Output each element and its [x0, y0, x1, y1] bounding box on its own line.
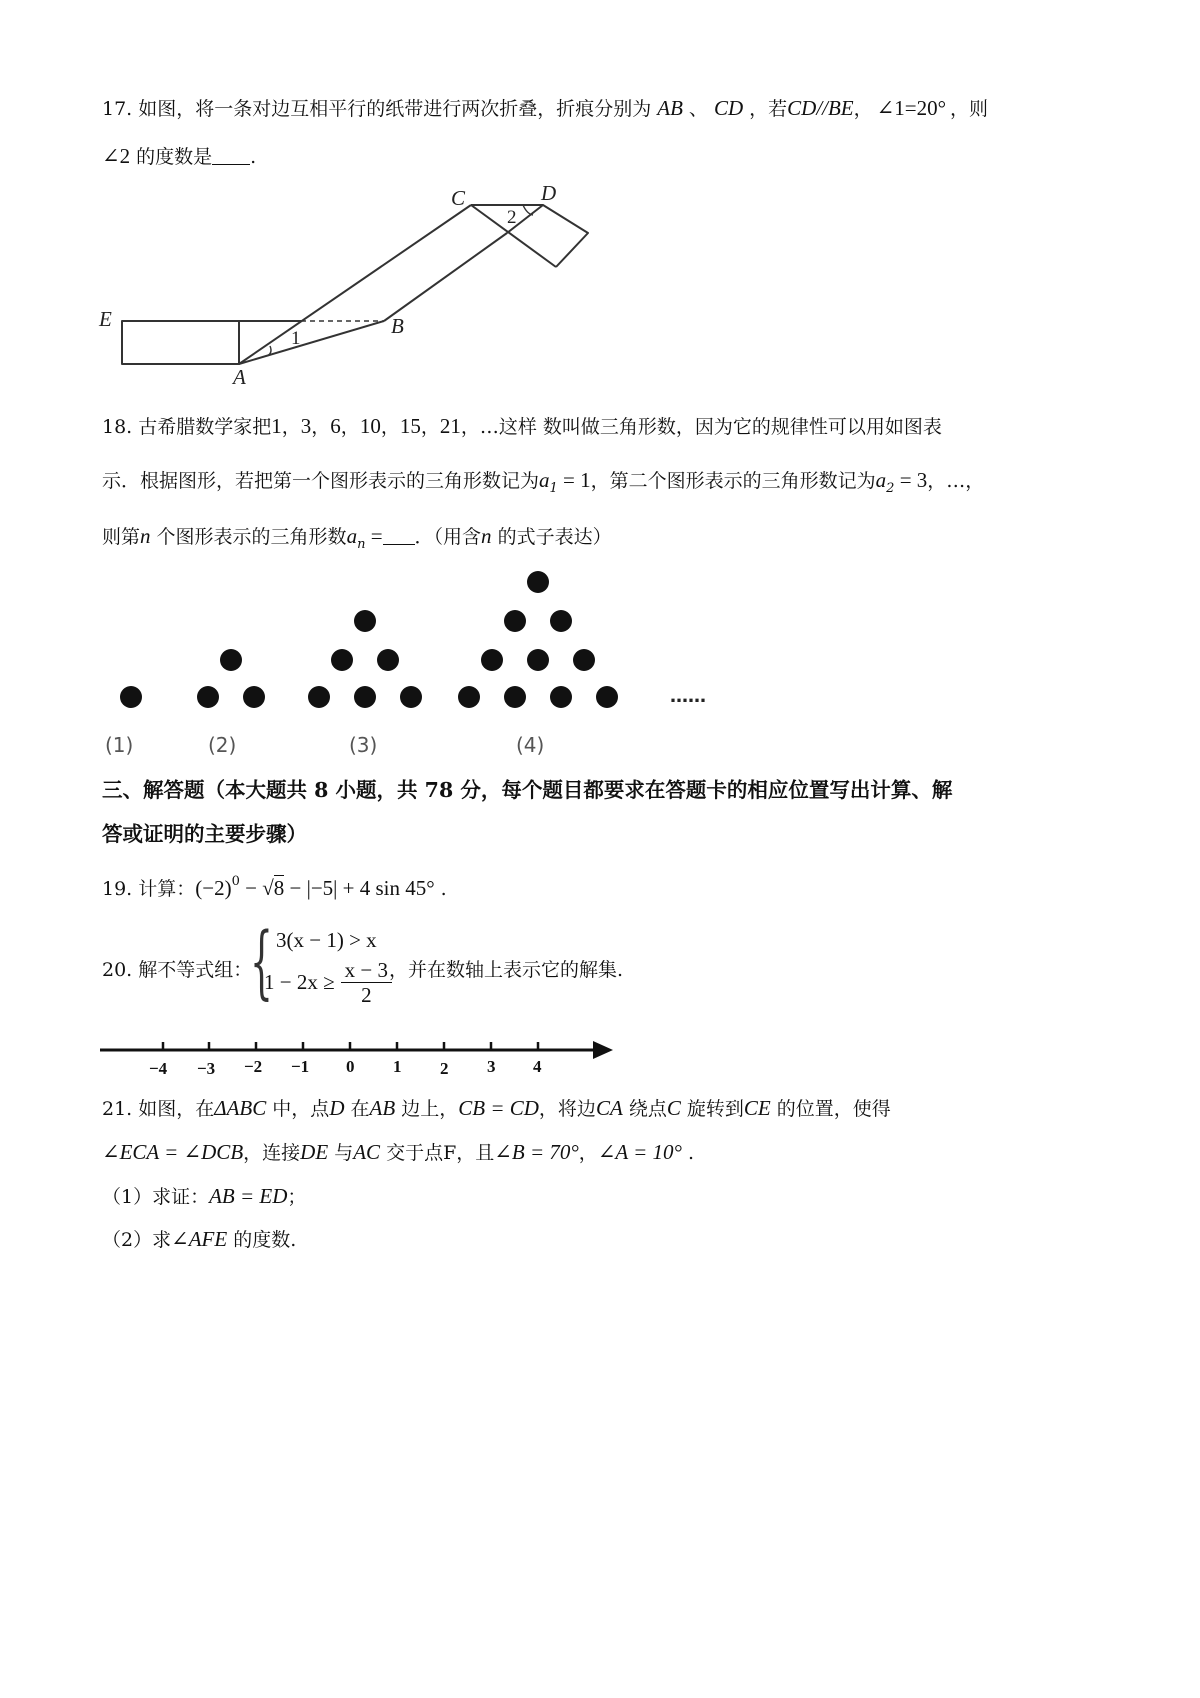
answer-blank	[212, 146, 250, 165]
q18-num21: 21	[439, 414, 461, 438]
q21-part1-text: （1）求证：	[102, 1186, 210, 1208]
caption-3: (3)	[349, 733, 378, 757]
caption-4: (4)	[516, 733, 545, 757]
q21-text2: 中，点	[266, 1098, 330, 1120]
inequality-2-left: 1 − 2x ≥	[264, 970, 335, 994]
number-line	[95, 1036, 620, 1078]
q21-text11: 交于点F，且	[380, 1142, 495, 1164]
ellipsis: ……	[670, 686, 706, 707]
dot	[481, 649, 503, 671]
q18-text8: ．（用含	[414, 526, 482, 548]
q17-comma: ，	[853, 98, 873, 120]
label-2: 2	[507, 207, 517, 228]
q18-line2	[102, 468, 984, 501]
q21-afe: ∠AFE	[171, 1227, 228, 1251]
caption-2: (2)	[208, 733, 237, 757]
label-a: A	[233, 365, 246, 389]
q18-text2: ，…这样 数叫做三角形数，因为它的规律性可以用如图表	[460, 416, 942, 438]
section-heading-line2: 答或证明的主要步骤）	[102, 822, 307, 846]
q18-figure	[95, 562, 735, 762]
q21-angle-b: ∠B = 70°	[494, 1140, 579, 1164]
dot	[550, 686, 572, 708]
q18-text5: ，…，	[927, 470, 985, 492]
q21-part2-text2: 的度数.	[227, 1229, 297, 1251]
q17-text2: ，若	[749, 98, 788, 120]
q21-part1	[102, 1184, 306, 1209]
dot	[504, 610, 526, 632]
q17-text: 17. 如图，将一条对边互相平行的纸带进行两次折叠，折痕分别为	[102, 98, 652, 120]
q19-term1: (−2)	[195, 876, 232, 900]
tick-label: −3	[197, 1059, 216, 1078]
caption-1: (1)	[105, 733, 134, 757]
q20-suffix	[389, 958, 623, 982]
tick-label: 3	[487, 1057, 496, 1076]
q18-num3: 3	[300, 414, 312, 438]
q17-figure	[95, 178, 615, 393]
q18-comma: ，	[380, 416, 400, 438]
dot	[243, 686, 265, 708]
q18-text: 18. 古希腊数学家把	[102, 416, 272, 438]
section-heading-line1: 三、解答题（本大题共 8 小题，共 78 分，每个题目都要求在答题卡的相应位置写出计算、解	[102, 778, 953, 802]
q18-comma: ，	[340, 416, 360, 438]
q20-prefix-text: 20. 解不等式组：	[102, 959, 253, 981]
q21-text8: 的位置，使得	[770, 1098, 891, 1120]
label-d: D	[541, 181, 557, 205]
q19-minus2: −	[284, 876, 307, 900]
q21-angles: ∠ECA = ∠DCB	[102, 1140, 244, 1164]
q17-cd: CD	[713, 96, 744, 120]
q18-n2: n	[481, 524, 492, 548]
tick-label: 0	[346, 1057, 355, 1076]
system-brace: {	[250, 915, 273, 1008]
q21-text6: 绕点	[622, 1098, 667, 1120]
section-heading	[102, 776, 952, 848]
q17-ab: AB	[657, 96, 683, 120]
q17-sep: 、	[688, 98, 708, 120]
q21-text10: 与	[328, 1142, 354, 1164]
q17-period: .	[250, 146, 257, 168]
q19-period: .	[434, 878, 447, 900]
q21-ce: CE	[743, 1096, 771, 1120]
q21-line1	[102, 1096, 891, 1121]
q19-prefix: 19. 计算：	[102, 878, 196, 900]
dot	[400, 686, 422, 708]
q20-prefix	[102, 958, 252, 982]
q18-text7: 个图形表示的三角形数	[150, 526, 347, 548]
tick-label: −2	[244, 1057, 263, 1076]
inequality-1: 3(x − 1) > x	[276, 928, 377, 952]
q20-ineq2	[264, 958, 392, 1007]
tick-label: 1	[393, 1057, 402, 1076]
q18-a1-val: = 1	[557, 468, 591, 492]
q21-line2	[102, 1140, 694, 1165]
q18-line3	[102, 524, 612, 557]
q18-an: a	[346, 524, 358, 548]
q19-minus: −	[239, 876, 263, 900]
tick-label: 4	[533, 1057, 542, 1076]
q21-text9: ，连接	[243, 1142, 301, 1164]
q18-num6: 6	[330, 414, 341, 438]
q21-part2	[102, 1227, 296, 1252]
dot	[458, 686, 480, 708]
q18-comma: ，	[311, 416, 331, 438]
q21-text7: 旋转到	[680, 1098, 744, 1120]
q21-de: DE	[300, 1140, 329, 1164]
q18-comma: ，	[281, 416, 301, 438]
label-c: C	[451, 186, 466, 210]
q21-ca: CA	[595, 1096, 623, 1120]
inequality-2-fraction	[341, 958, 392, 1007]
q18-text6: 则第	[102, 526, 141, 548]
q20-ineq1	[276, 928, 377, 953]
q18-text4: ，第二个图形表示的三角形数记为	[590, 470, 876, 492]
strip-edge-b	[384, 233, 507, 321]
dot	[331, 649, 353, 671]
dot	[504, 686, 526, 708]
q21-comma: ，	[578, 1142, 598, 1164]
q20-suffix-text: ，并在数轴上表示它的解集.	[389, 959, 624, 981]
q18-a1-sub: 1	[549, 481, 558, 496]
q18-a2-val: = 3	[894, 468, 928, 492]
q17-parallel: CD//BE	[787, 96, 854, 120]
q18-a1: a	[539, 468, 550, 492]
q21-ab: AB	[369, 1096, 396, 1120]
q19-abs: |−5|	[306, 876, 338, 900]
label-e: E	[99, 307, 112, 331]
dot	[120, 686, 142, 708]
q17-angle1: ∠1=20°	[876, 96, 946, 120]
q21-part2-text: （2）求	[102, 1229, 172, 1251]
q19-radicand: 8	[273, 876, 285, 900]
crease-ab	[239, 321, 384, 364]
q21-c: C	[666, 1096, 681, 1120]
fraction-numerator: x − 3	[341, 958, 392, 983]
q18-n: n	[140, 524, 151, 548]
q19-exp: 0	[231, 874, 240, 889]
dot	[308, 686, 330, 708]
q18-comma: ，	[420, 416, 440, 438]
label-1: 1	[291, 328, 301, 349]
q21-text4: 边上，	[395, 1098, 459, 1120]
sqrt-sign: √	[262, 876, 274, 900]
fraction-denominator: 2	[361, 983, 372, 1007]
q18-text3: 示．根据图形，若把第一个图形表示的三角形数记为	[102, 470, 540, 492]
q21-text: 21. 如图，在	[102, 1098, 215, 1120]
label-b: B	[391, 314, 404, 338]
q18-num10: 10	[359, 414, 381, 438]
q17-line1	[102, 96, 988, 121]
q18-text9: 的式子表达）	[491, 526, 612, 548]
dot	[550, 610, 572, 632]
q21-semicolon: ；	[287, 1186, 307, 1208]
q17-text3: ，则	[950, 98, 989, 120]
q17-line2	[102, 144, 256, 169]
q21-d: D	[329, 1096, 345, 1120]
tick-label: −4	[149, 1059, 168, 1078]
q21-text5: ，将边	[538, 1098, 596, 1120]
q21-angle-a: ∠A = 10°	[597, 1140, 682, 1164]
folded-flap	[507, 205, 588, 267]
q18-num15: 15	[399, 414, 421, 438]
q17-text4: 的度数是	[130, 146, 213, 168]
q17-angle2: ∠2	[102, 144, 131, 168]
q18-an-sub: n	[357, 537, 366, 552]
dot	[377, 649, 399, 671]
q18-a2: a	[875, 468, 887, 492]
q21-text3: 在	[344, 1098, 370, 1120]
dot	[354, 610, 376, 632]
arrow-head-icon	[593, 1041, 613, 1059]
q21-cbcd: CB = CD	[458, 1096, 539, 1120]
q21-triangle: ΔABC	[214, 1096, 267, 1120]
tick-label: 2	[440, 1059, 449, 1078]
dot	[527, 571, 549, 593]
tick-label: −1	[291, 1057, 310, 1076]
q18-a2-sub: 2	[886, 481, 895, 496]
dot	[220, 649, 242, 671]
dot	[197, 686, 219, 708]
q19	[102, 870, 447, 901]
q19-sin: + 4 sin 45°	[337, 876, 435, 900]
dot	[527, 649, 549, 671]
q18-num1: 1	[271, 414, 282, 438]
dot	[573, 649, 595, 671]
dot	[596, 686, 618, 708]
answer-blank	[383, 526, 415, 545]
paper-strip-rect	[122, 321, 239, 364]
q18-line1	[102, 414, 942, 439]
dot	[354, 686, 376, 708]
q21-period: .	[681, 1142, 695, 1164]
q18-an-eq: =	[365, 524, 383, 548]
q21-abed: AB = ED	[209, 1184, 288, 1208]
q21-ac: AC	[353, 1140, 381, 1164]
